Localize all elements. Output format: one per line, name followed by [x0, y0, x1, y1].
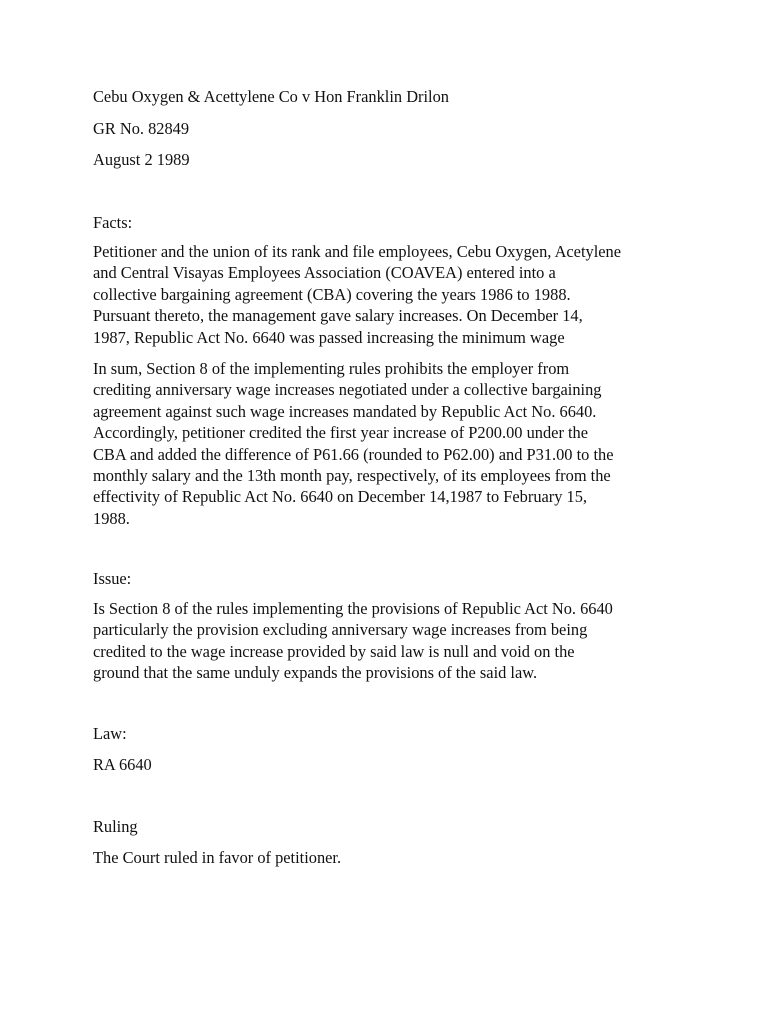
text-line: 1987, Republic Act No. 6640 was passed increasing the minimum wage: [93, 327, 565, 347]
text-line: In sum, Section 8 of the implementing rules prohibits the employer from: [93, 359, 570, 378]
text-line: credited to the wage increase provided by said law is null and void on the: [93, 641, 575, 661]
decision-date: August 2 1989: [93, 150, 190, 169]
text-line: Petitioner and the union of its rank and file employees, Cebu Oxygen, Acetylene: [93, 242, 622, 261]
ruling-heading: Ruling: [93, 817, 138, 836]
text-line: agreement against such wage increases mandated by Republic Act No. 6640.: [93, 401, 597, 421]
text-line: Accordingly, petitioner credited the first year increase of P200.00 under the: [93, 423, 589, 443]
ruling-text: The Court ruled in favor of petitioner.: [93, 848, 342, 867]
text-line: CBA and added the difference of P61.66 (rounded to P62.00) and P31.00 to the: [93, 444, 614, 464]
gr-number: GR No. 82849: [93, 119, 190, 138]
law-text: RA 6640: [93, 755, 152, 774]
case-title: Cebu Oxygen & Acettylene Co v Hon Franklin Drilon: [93, 87, 449, 106]
text-line: crediting anniversary wage increases negotiated under a collective bargaining: [93, 380, 602, 400]
text-line: ground that the same unduly expands the provisions of the said law.: [93, 663, 538, 683]
issue-paragraph: [93, 598, 613, 684]
text-line: Pursuant thereto, the management gave salary increases. On December 14,: [93, 306, 583, 326]
text-line: particularly the provision excluding anniversary wage increases from being: [93, 620, 588, 640]
text-line: Is Section 8 of the rules implementing the provisions of Republic Act No. 6640: [93, 599, 613, 618]
issue-heading: Issue:: [93, 569, 132, 588]
law-heading: Law:: [93, 724, 127, 743]
text-line: collective bargaining agreement (CBA) covering the years 1986 to 1988.: [93, 284, 571, 304]
text-line: and Central Visayas Employees Association (COAVEA) entered into a: [93, 263, 556, 283]
text-line: 1988.: [93, 508, 130, 528]
text-line: monthly salary and the 13th month pay, respectively, of its employees from the: [93, 466, 611, 486]
facts-paragraph-2: [93, 358, 613, 529]
text-line: effectivity of Republic Act No. 6640 on December 14,1987 to February 15,: [93, 487, 588, 507]
facts-paragraph-1: [93, 241, 621, 348]
facts-heading: Facts:: [93, 213, 133, 232]
